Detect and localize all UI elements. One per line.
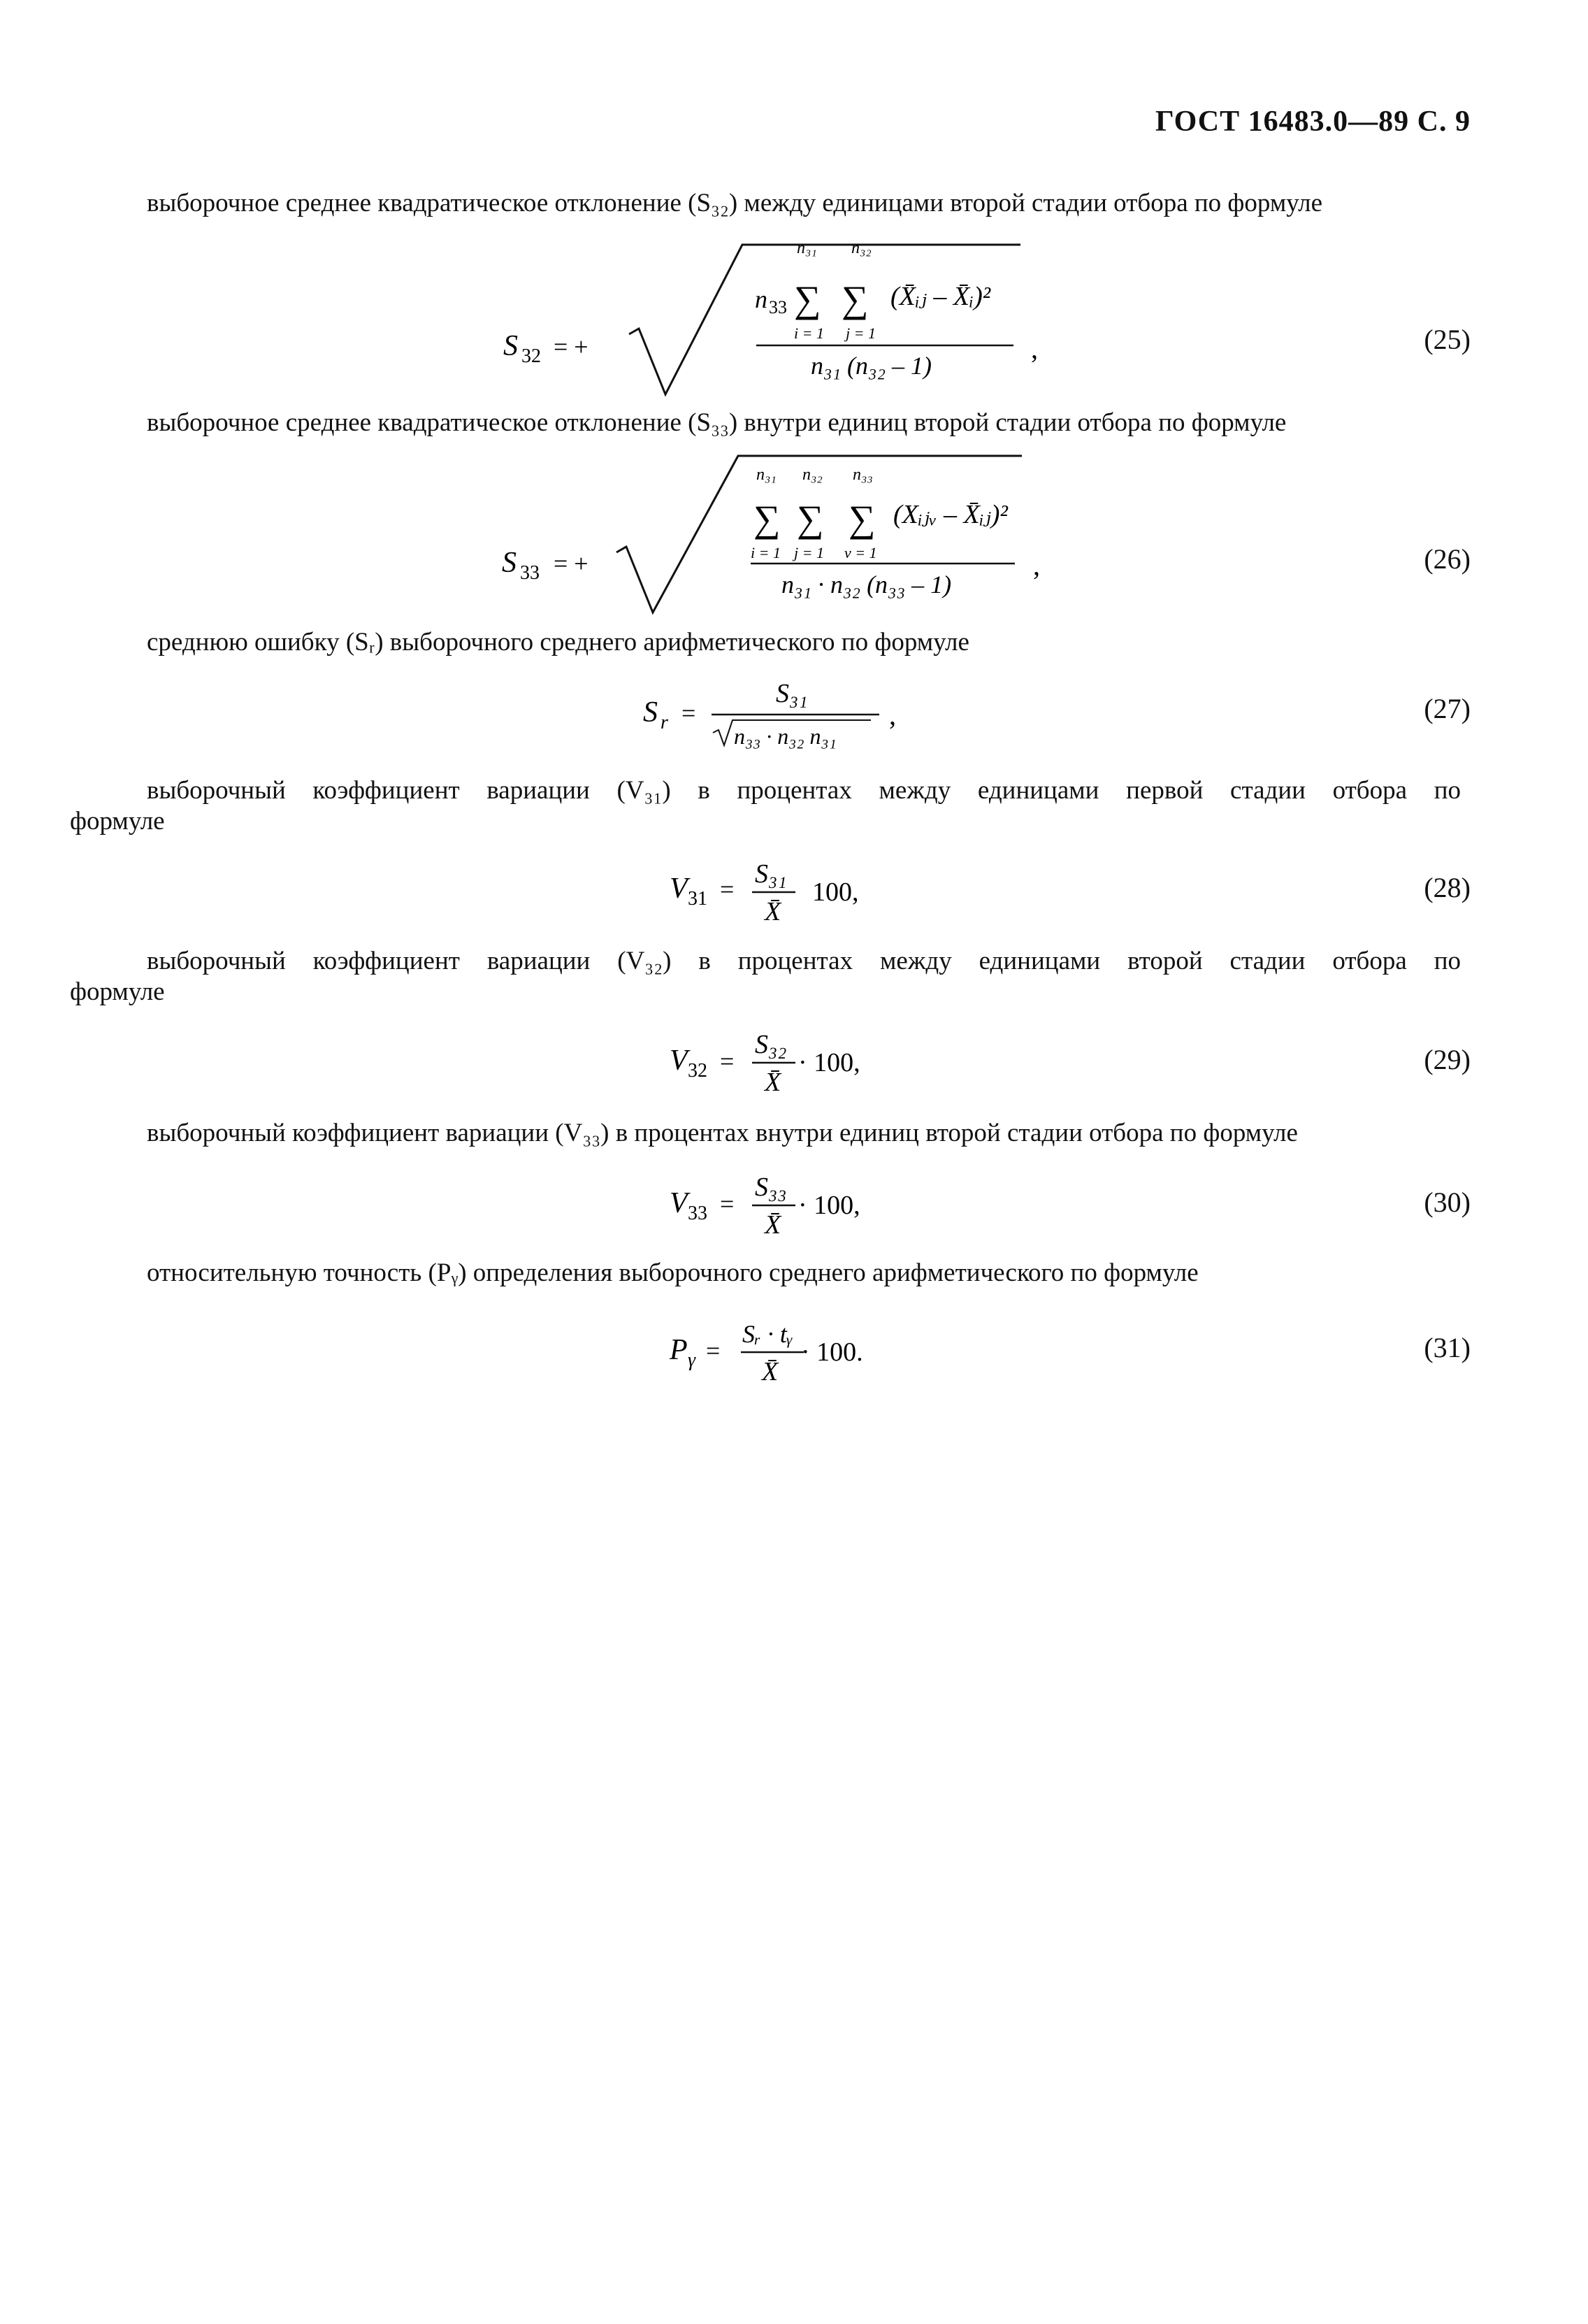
f30-lhs: V — [670, 1187, 688, 1219]
f31-lhs-sub: γ — [688, 1349, 696, 1371]
f30-lhs-sub: 33 — [688, 1203, 707, 1224]
f25-eq: = + — [554, 333, 589, 361]
text-before-eq31: относительную точность (Pᵧ) определения выборочного среднего арифметического по формуле — [147, 1258, 1199, 1287]
f26-sigma2: ∑ — [797, 498, 824, 540]
f25-lhs: S — [503, 330, 518, 362]
f28-lhs: V — [670, 873, 688, 905]
f25-sigma1: ∑ — [794, 278, 821, 320]
f29-den: X̄ — [765, 1068, 781, 1097]
text-before-eq28-cont: формуле — [70, 807, 165, 835]
f29-lhs-sub: 32 — [688, 1060, 707, 1082]
f28-den: X̄ — [765, 897, 781, 926]
f26-eq: = + — [554, 550, 589, 578]
text-before-eq29-cont: формуле — [70, 977, 165, 1006]
f25-coef: n — [755, 285, 767, 313]
text-before-eq26: выборочное среднее квадратическое отклонение (S₃₃) внутри единиц второй стадии отбора по формуле — [147, 408, 1287, 437]
f31-den: X̄ — [762, 1357, 779, 1386]
f27-eq: = — [681, 699, 696, 727]
f30-den: X̄ — [765, 1210, 781, 1240]
f30-num: S₃₃ — [755, 1172, 787, 1202]
f29-eq: = — [720, 1047, 735, 1075]
f29-tail: · 100, — [798, 1048, 860, 1077]
f25-comma: , — [1031, 333, 1038, 364]
f26-sigma3: ∑ — [849, 498, 876, 540]
f26-term: (Xᵢⱼᵥ – X̄ᵢⱼ)² — [893, 500, 1008, 529]
eq-number-29: (29) — [1424, 1044, 1471, 1075]
f26-sum2-top: n₃₂ — [802, 466, 823, 484]
f28-lhs-sub: 31 — [688, 888, 707, 910]
f31-lhs: P — [670, 1334, 688, 1366]
f26-sum1-bot: i = 1 — [751, 544, 781, 561]
f25-term: (X̄ᵢⱼ – X̄ᵢ)² — [890, 282, 991, 311]
f31-num: Sᵣ · tᵧ — [742, 1320, 793, 1348]
eq-number-27: (27) — [1424, 693, 1471, 724]
f25-sum2-top: n₃₂ — [851, 239, 872, 257]
f26-comma: , — [1033, 550, 1040, 581]
f25-den: n₃₁ (n₃₂ – 1) — [811, 352, 932, 380]
f25-sum1-bot: i = 1 — [794, 324, 824, 342]
f29-lhs: V — [670, 1045, 688, 1077]
f31-tail: · 100. — [801, 1337, 863, 1367]
f30-tail: · 100, — [798, 1191, 860, 1220]
f27-lhs: S — [643, 696, 658, 729]
text-before-eq25: выборочное среднее квадратическое отклонение (S₃₂) между единицами второй стадии отбора по формуле — [147, 189, 1323, 217]
f27-lhs-sub: r — [661, 712, 668, 733]
f27-comma: , — [889, 699, 896, 731]
text-before-eq27: среднюю ошибку (Sᵣ) выборочного среднего арифметического по формуле — [147, 628, 969, 657]
f27-num: S₃₁ — [776, 679, 808, 708]
page-header: ГОСТ 16483.0—89 С. 9 — [1155, 106, 1471, 138]
f26-lhs: S — [502, 547, 517, 579]
f26-lhs-sub: 33 — [520, 562, 540, 584]
f27-den: n₃₃ · n₃₂ n₃₁ — [734, 724, 837, 749]
f28-tail: 100, — [812, 877, 859, 907]
f26-den: n₃₁ · n₃₂ (n₃₃ – 1) — [781, 571, 952, 598]
text-before-eq28: выборочный коэффициент вариации (V₃₁) в процентах между единицами первой стадии отбора по — [147, 776, 1461, 805]
eq-number-30: (30) — [1424, 1186, 1471, 1218]
f25-sigma2: ∑ — [842, 278, 869, 320]
eq-number-25: (25) — [1424, 324, 1471, 355]
f25-sum2-bot: j = 1 — [846, 324, 876, 342]
f25-coef-sub: 33 — [769, 297, 787, 317]
eq-number-26: (26) — [1424, 543, 1471, 575]
f26-sum3-bot: v = 1 — [844, 544, 877, 561]
f28-eq: = — [720, 875, 735, 903]
f26-sum3-top: n₃₃ — [853, 466, 873, 484]
f25-lhs-sub: 32 — [521, 345, 541, 367]
eq-number-31: (31) — [1424, 1332, 1471, 1363]
f26-sum2-bot: j = 1 — [794, 544, 824, 561]
f26-sigma1: ∑ — [753, 498, 781, 540]
f31-eq: = — [706, 1337, 721, 1365]
f26-sum1-top: n₃₁ — [756, 466, 777, 484]
f25-sum1-top: n₃₁ — [797, 239, 817, 257]
text-before-eq29: выборочный коэффициент вариации (V₃₂) в процентах между единицами второй стадии отбора по — [147, 947, 1461, 975]
f29-num: S₃₂ — [755, 1030, 787, 1059]
f28-num: S₃₁ — [755, 859, 787, 889]
text-before-eq30: выборочный коэффициент вариации (V₃₃) в процентах внутри единиц второй стадии отбора по формуле — [147, 1119, 1298, 1147]
eq-number-28: (28) — [1424, 872, 1471, 903]
f30-eq: = — [720, 1190, 735, 1218]
